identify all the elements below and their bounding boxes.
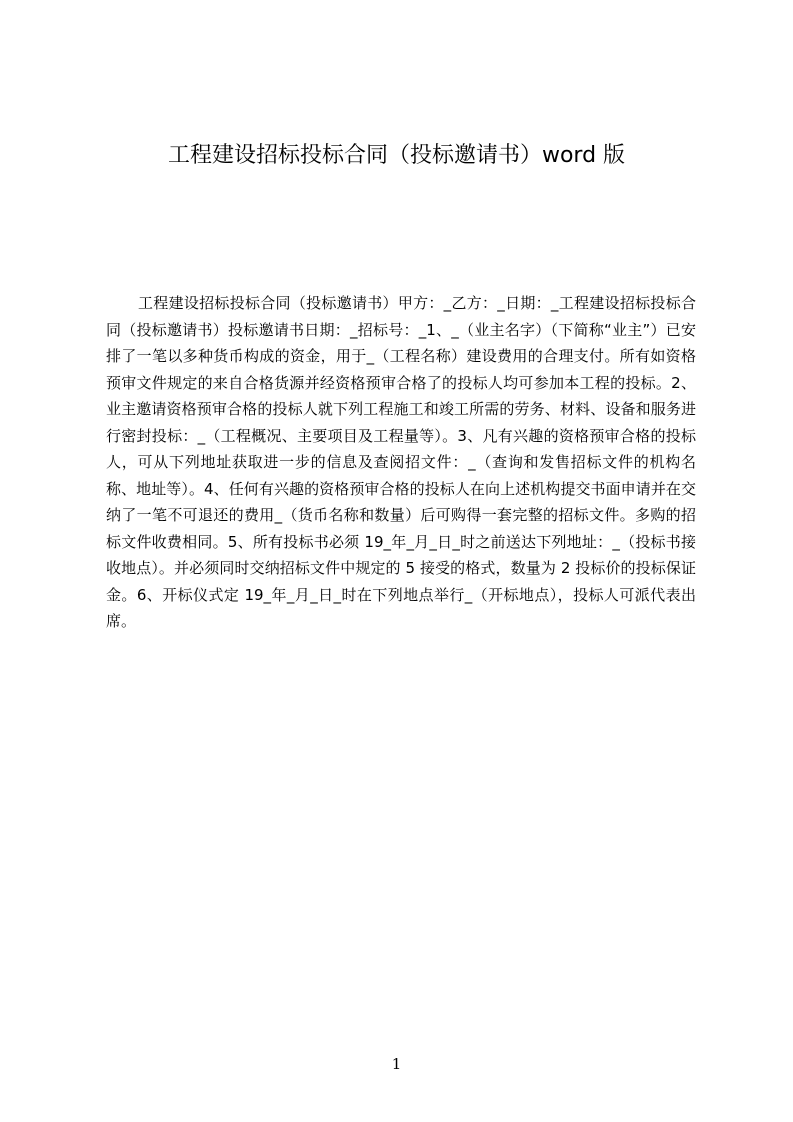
page-number: 1	[391, 1055, 402, 1073]
document-body: 工程建设招标投标合同（投标邀请书）甲方：_乙方：_日期：_工程建设招标投标合同（投标邀请书）投标邀请书日期：_招标号：_1、_（业主名字）（下简称“业主”）已安排了一笔以多种货币构成的资金，用于_（工程名称）建设费用的合理支付。所有如资格预审文件规定的来自合格货源并经资格预审合格了的投标人均可参加本工程的投标。2、业主邀请资格预审合格的投标人就下列工程施工和竣工所需的劳务、材料、设备和服务进行密封投标：_（工程概况、主要项目及工程量等）。3、凡有兴趣的资格预审合格的投标人，可从下列地址获取进一步的信息及查阅招文件：_（查询和发售招标文件的机构名称、地址等）。4、任何有兴趣的资格预审合格的投标人在向上述机构提交书面申请并在交纳了一笔不可退还的费用_（货币名称和数量）后可购得一套完整的招标文件。多购的招标文件收费相同。5、所有投标书必须 19_年_月_日_时之前送达下列地址：_（投标书接收地点）。并必须同时交纳招标文件中规定的 5 接受的格式，数量为 2 投标价的投标保证金。6、开标仪式定 19_年_月_日_时在下列地点举行_（开标地点），投标人可派代表出席。	[106, 294, 696, 630]
document-title: 工程建设招标投标合同（投标邀请书）word 版	[167, 143, 626, 168]
